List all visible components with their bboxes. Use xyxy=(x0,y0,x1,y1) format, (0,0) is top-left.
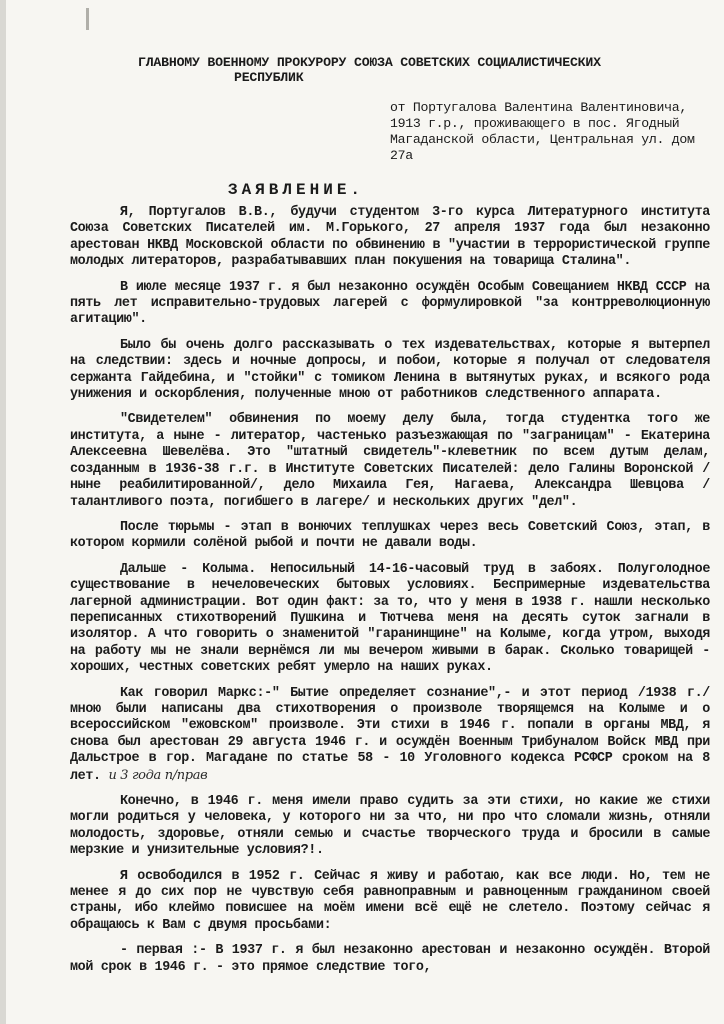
addressee-block xyxy=(138,55,686,85)
addressee-line-2: РЕСПУБЛИК xyxy=(234,70,304,85)
handwritten-note: и 3 года п/прав xyxy=(108,767,208,783)
paragraph: Дальше - Колыма. Непосильный 14-16-часовый труд в забоях. Полуголодное существование в нечеловеческих бытовых условиях. Беспримерные издевательства лагерной администрации. Вот один факт: за то, что у меня в 1938 г. нашли несколько переписанных стихотворений Пушкина и Тютчева меня на десять суток загнали в изолятор. А что говорить о знаменитой "гаранинщине" на Колыме, когда утром, выходя на работу мы не знали вернёмся ли мы вечером живыми в барак. Сколько товарищей - хороших, честных советских ребят умерло на наших руках. xyxy=(70,561,710,676)
document-title: ЗАЯВЛЕНИЕ. xyxy=(228,181,365,199)
paragraph: "Свидетелем" обвинения по моему делу была, тогда студентка того же института, а ныне - литератор, частенько разъезжающая по "заграницам" - Екатерина Алексеевна Шевелёва. Это "штатный свидетель"-клеветник по всем дутым делам, созданным в 1936-38 г.г. в Институте Советских Писателей: дело Галины Воронской /ныне реабилитированной/, дело Михаила Гея, Нагаева, Александра Шевцова /талантливого поэта, погибшего в лагере/ и нескольких других "дел". xyxy=(70,412,710,510)
scan-edge xyxy=(0,0,6,1024)
paragraph-text: Как говорил Маркс:-" Бытие определяет сознание",- и этот период /1938 г./ мною были написаны два стихотворения о произволе творящемся на Колыме и о всероссийском "ежовском" произволе. Эти стихи в 1946 г. попали в органы МВД, я снова был арестован 29 августа 1946 г. и осуждён Военным Трибуналом Войск МВД при Дальстрое в гор. Магадане по статье 58 - 10 Уголовного кодекса РСФСР сроком на 8 лет. xyxy=(70,685,710,784)
paragraph: Было бы очень долго рассказывать о тех издевательствах, которые я вытерпел на следствии: здесь и ночные допросы, и побои, которые я получал от следователя сержанта Гайдебина, и "стойки" с томиком Ленина в вытянутых руках, и всякого рода унижения и оскорбления, полученные мною от работников следственного аппарата. xyxy=(70,337,710,403)
paragraph: Я, Португалов В.В., будучи студентом 3-го курса Литературного института Союза Советских Писателей им. М.Горького, 27 апреля 1937 года был незаконно арестован НКВД Московской области по обвинению в "участии в террористической группе молодых литераторов, разрабатывавших план покушения на товарища Сталина". xyxy=(70,205,710,270)
paragraph: После тюрьмы - этап в вонючих теплушках через весь Советский Союз, этап, в котором кормили солёной рыбой и почти не давали воды. xyxy=(70,519,710,552)
paragraph: Я освободился в 1952 г. Сейчас я живу и работаю, как все люди. Но, тем не менее я до сих пор не чувствую себя равноправным и равноценным гражданином своей страны, ибо клеймо повисшее на моём имени всё ещё не слетело. Поэтому сейчас я обращаюсь к Вам с двумя просьбами: xyxy=(70,868,710,933)
paragraph xyxy=(70,686,710,785)
addressee-line-1: ГЛАВНОМУ ВОЕННОМУ ПРОКУРОРУ СОЮЗА СОВЕТСКИХ СОЦИАЛИСТИЧЕСКИХ xyxy=(138,55,601,70)
paragraph: Конечно, в 1946 г. меня имели право судить за эти стихи, но какие же стихи могли родиться у человека, у которого ни за что, ни про что сломали жизнь, отняли молодость, здоровье, отняли семью и счастье творческого труда и бросили в самые мерзкие и унизительные условия?!. xyxy=(70,794,710,859)
paragraph: - первая :- В 1937 г. я был незаконно арестован и незаконно осуждён. Второй мой срок в 1946 г. - это прямое следствие того, xyxy=(70,943,710,975)
binding-mark xyxy=(86,8,89,30)
sender-block: от Португалова Валентина Валентиновича, 1913 г.р., проживающего в пос. Ягодный Магаданской области, Центральная ул. дом 27а xyxy=(390,100,695,163)
document-body xyxy=(70,205,710,985)
paragraph: В июле месяце 1937 г. я был незаконно осуждён Особым Совещанием НКВД СССР на пять лет исправительно-трудовых лагерей с формулировкой "за контрреволюционную агитацию". xyxy=(70,279,710,328)
